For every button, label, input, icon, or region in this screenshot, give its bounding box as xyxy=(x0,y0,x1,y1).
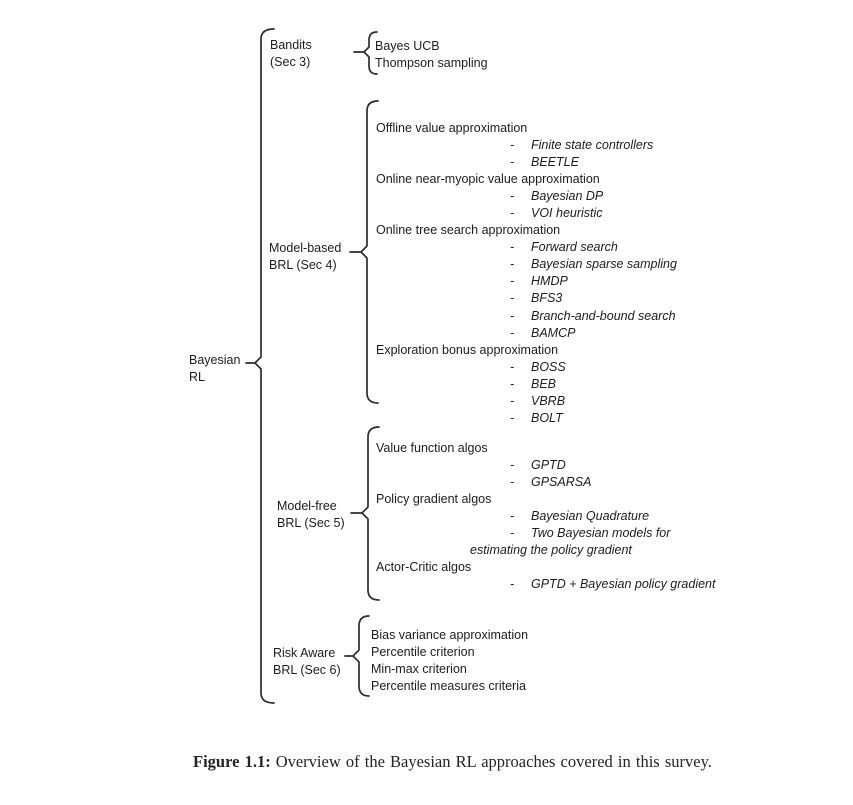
item-dash: - xyxy=(510,206,515,221)
algo-label: Bayesian sparse sampling xyxy=(531,257,677,272)
branch-label-risk-aware xyxy=(273,645,341,679)
algo-label: Bayesian DP xyxy=(531,189,604,204)
item-dash: - xyxy=(510,240,515,255)
item-dash: - xyxy=(510,189,515,204)
item-dash: - xyxy=(510,257,515,272)
algo-item xyxy=(376,256,677,273)
algo-label: BEETLE xyxy=(531,155,579,170)
item-dash: - xyxy=(510,376,515,391)
algo-item xyxy=(376,154,677,171)
algo-item xyxy=(376,393,677,410)
leaf-item: Min-max criterion xyxy=(371,662,467,677)
algo-item xyxy=(376,457,715,474)
figure-caption xyxy=(193,752,712,772)
algo-label: Two Bayesian models for xyxy=(531,526,671,541)
algo-label: BFS3 xyxy=(531,291,563,306)
algo-label: GPTD xyxy=(531,458,566,473)
group-heading: Online tree search approximation xyxy=(376,223,561,238)
branch-label-bandits xyxy=(270,37,312,71)
algo-item-continuation: estimating the policy gradient xyxy=(470,543,632,558)
item-dash: - xyxy=(510,410,515,425)
leaf-item: Thompson sampling xyxy=(375,56,488,71)
algo-label: GPSARSA xyxy=(531,475,592,490)
branch-label-model-based xyxy=(269,240,341,274)
branch-bandits-line2: (Sec 3) xyxy=(270,55,311,70)
group-heading: Value function algos xyxy=(376,441,488,455)
item-dash: - xyxy=(510,509,515,524)
algo-item xyxy=(376,137,677,154)
algo-item xyxy=(376,576,715,593)
figure-caption-number: Figure 1.1: xyxy=(193,752,271,771)
item-dash: - xyxy=(510,359,515,374)
item-dash: - xyxy=(510,393,515,408)
leaf-item: Percentile criterion xyxy=(371,645,475,660)
item-dash: - xyxy=(510,155,515,170)
algo-item xyxy=(376,525,715,542)
algo-label: Bayesian Quadrature xyxy=(531,509,650,524)
algo-label: BOSS xyxy=(531,359,566,374)
algo-label: Forward search xyxy=(531,240,618,255)
algo-label: GPTD + Bayesian policy gradient xyxy=(531,577,716,592)
item-dash: - xyxy=(510,458,515,473)
algo-label: Branch-and-bound search xyxy=(531,308,676,323)
risk-aware-children xyxy=(371,627,528,695)
branch-model-based-line2: BRL (Sec 4) xyxy=(269,258,337,273)
item-dash: - xyxy=(510,325,515,340)
algo-label: BOLT xyxy=(531,410,563,425)
model-free-children xyxy=(376,440,715,593)
risk-aware-brace xyxy=(353,616,369,696)
root-label-line2: RL xyxy=(189,370,205,385)
leaf-item: Bayes UCB xyxy=(375,39,440,53)
item-dash: - xyxy=(510,138,515,153)
algo-label: BAMCP xyxy=(531,325,576,340)
algo-label: VBRB xyxy=(531,393,566,408)
branch-model-free-line1: Model-free xyxy=(277,499,337,513)
item-dash: - xyxy=(510,526,515,541)
algo-label: HMDP xyxy=(531,274,568,289)
group-heading: Actor-Critic algos xyxy=(376,560,472,575)
item-dash: - xyxy=(510,308,515,323)
root-label-line1: Bayesian xyxy=(189,353,241,367)
leaf-item: Bias variance approximation xyxy=(371,628,529,642)
algo-label: Finite state controllers xyxy=(531,138,654,153)
root-brace xyxy=(255,29,274,703)
algo-item xyxy=(376,508,715,525)
algo-item xyxy=(376,410,677,427)
algo-item xyxy=(376,325,677,342)
algo-label: BEB xyxy=(531,376,557,391)
algo-label: VOI heuristic xyxy=(531,206,603,221)
algo-item xyxy=(376,474,715,491)
bandits-children xyxy=(375,38,488,72)
algo-item xyxy=(376,205,677,222)
algo-item xyxy=(376,188,677,205)
branch-risk-aware-line2: BRL (Sec 6) xyxy=(273,663,341,678)
root-label xyxy=(189,352,240,386)
algo-item xyxy=(376,290,677,307)
leaf-item: Percentile measures criteria xyxy=(371,679,526,694)
figure-caption-text: Overview of the Bayesian RL approaches covered in this survey. xyxy=(275,752,712,771)
branch-risk-aware-line1: Risk Aware xyxy=(273,646,336,660)
branch-model-based-line1: Model-based xyxy=(269,241,342,255)
algo-item xyxy=(376,359,677,376)
group-heading: Exploration bonus approximation xyxy=(376,342,559,357)
algo-item xyxy=(376,308,677,325)
branch-bandits-line1: Bandits xyxy=(270,38,312,52)
algo-item xyxy=(376,376,677,393)
algo-item xyxy=(376,273,677,290)
item-dash: - xyxy=(510,577,515,592)
item-dash: - xyxy=(510,475,515,490)
group-heading: Policy gradient algos xyxy=(376,492,492,507)
item-dash: - xyxy=(510,291,515,306)
model-based-children xyxy=(376,120,677,427)
branch-model-free-line2: BRL (Sec 5) xyxy=(277,516,345,531)
item-dash: - xyxy=(510,274,515,289)
branch-label-model-free xyxy=(277,498,345,532)
algo-item xyxy=(376,239,677,256)
group-heading: Offline value approximation xyxy=(376,121,528,135)
group-heading: Online near-myopic value approximation xyxy=(376,172,600,187)
